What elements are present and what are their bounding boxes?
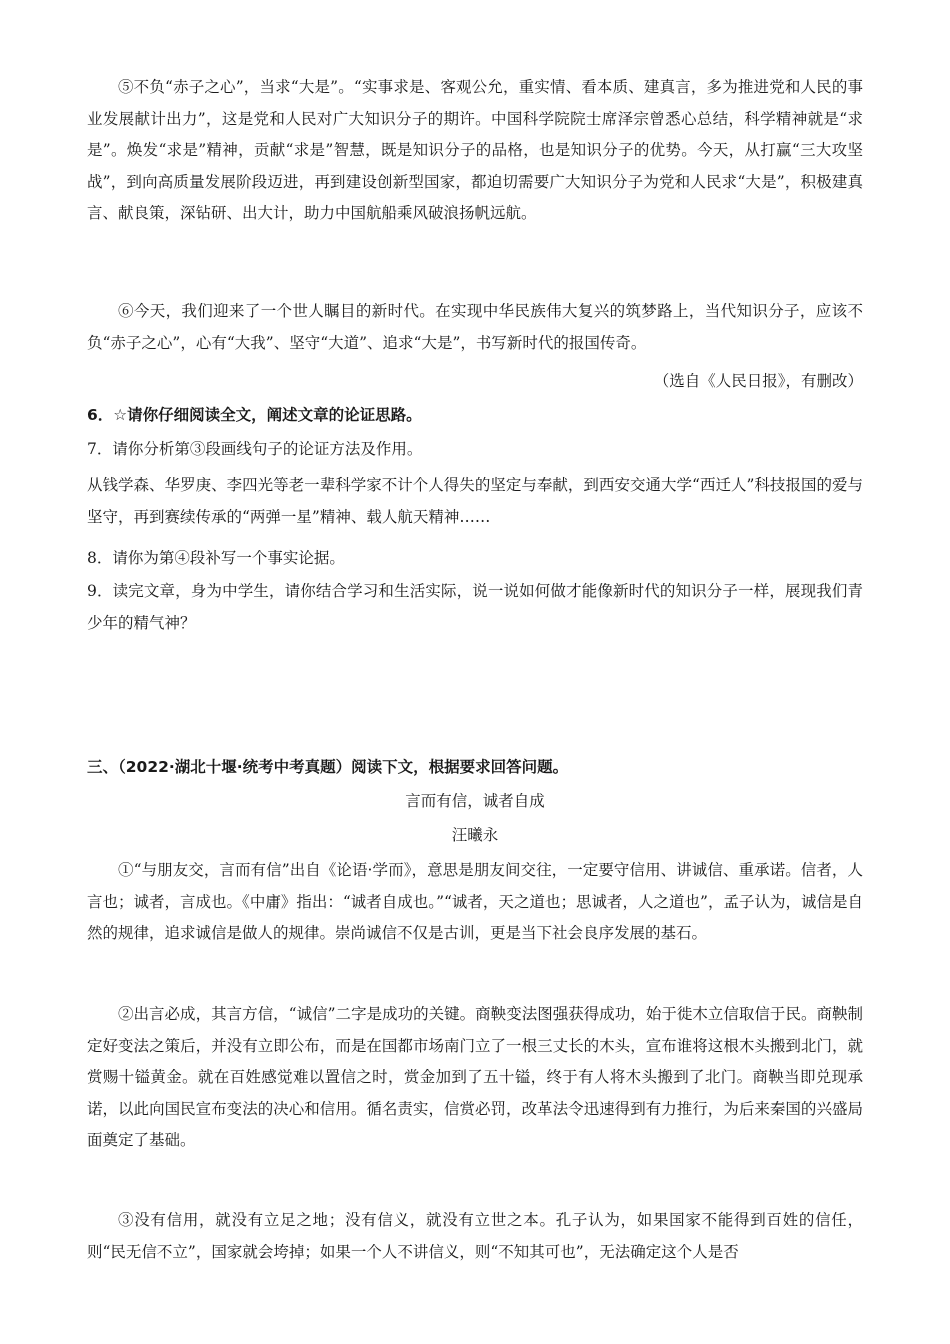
article-paragraph-3: ③没有信用，就没有立足之地；没有信义，就没有立世之本。孔子认为，如果国家不能得到百姓的信任，则“民无信不立”，国家就会垮掉；如果一个人不讲信义，则“不知其可也”，无法确定这个人是否 xyxy=(87,1211,863,1261)
section-3-heading: 三、（2022·湖北十堰·统考中考真题）阅读下文，根据要求回答问题。 xyxy=(87,758,569,776)
passage1-paragraph-6: ⑥今天，我们迎来了一个世人瞩目的新时代。在实现中华民族伟大复兴的筑梦路上，当代知识分子，应该不负“赤子之心”，心有“大我”、坚守“大道”、追求“大是”，书写新时代的报国传奇。 xyxy=(87,302,863,352)
source-citation: （选自《人民日报》，有删改） xyxy=(653,372,863,390)
article-paragraph-2: ②出言必成，其言方信，“诚信”二字是成功的关键。商鞅变法图强获得成功，始于徙木立信取信于民。商鞅制定好变法之策后，并没有立即公布，而是在国都市场南门立了一根三丈长的木头，宣布谁将这根木头搬到北门，就赏赐十镒黄金。就在百姓感觉难以置信之时，赏金加到了五十镒，终于有人将木头搬到了北门。商鞅当即兑现承诺，以此向国民宣布变法的决心和信用。循名责实，信赏必罚，改革法令迅速得到有力推行，为后来秦国的兴盛局面奠定了基础。 xyxy=(87,1005,863,1149)
article-paragraph-1: ①“与朋友交，言而有信”出自《论语·学而》，意思是朋友间交往，一定要守信用、讲诚信、重承诺。信者，人言也；诚者，言成也。《中庸》指出：“诚者自成也。”“诚者，天之道也；思诚者，人之道也”，孟子认为，诚信是自然的规律，追求诚信是做人的规律。崇尚诚信不仅是古训，更是当下社会良序发展的基石。 xyxy=(87,861,863,942)
question-9: 9．读完文章，身为中学生，请你结合学习和生活实际，说一说如何做才能像新时代的知识分子一样，展现我们青少年的精气神？ xyxy=(87,582,863,632)
question-6: 6．☆请你仔细阅读全文，阐述文章的论证思路。 xyxy=(87,406,422,424)
question-7: 7．请你分析第③段画线句子的论证方法及作用。 xyxy=(87,440,423,458)
question-8: 8．请你为第④段补写一个事实论据。 xyxy=(87,549,345,567)
question-7-quote: 从钱学森、华罗庚、李四光等老一辈科学家不计个人得失的坚定与奉献，到西安交通大学“西迁人”科技报国的爱与坚守，再到赛续传承的“两弹一星”精神、载人航天精神…… xyxy=(87,476,863,526)
article-author: 汪曦永 xyxy=(451,826,499,844)
article-title: 言而有信，诚者自成 xyxy=(405,792,545,810)
passage1-paragraph-5: ⑤不负“赤子之心”，当求“大是”。“实事求是、客观公允，重实情、看本质、建真言，多为推进党和人民的事业发展献计出力”，这是党和人民对广大知识分子的期许。中国科学院院士席泽宗曾悉心总结，科学精神就是“求是”。焕发“求是”精神，贡献“求是”智慧，既是知识分子的品格，也是知识分子的优势。今天，从打赢“三大攻坚战”，到向高质量发展阶段迈进，再到建设创新型国家，都迫切需要广大知识分子为党和人民求“大是”，积极建真言、献良策，深钻研、出大计，助力中国航船乘风破浪扬帆远航。 xyxy=(87,78,863,222)
